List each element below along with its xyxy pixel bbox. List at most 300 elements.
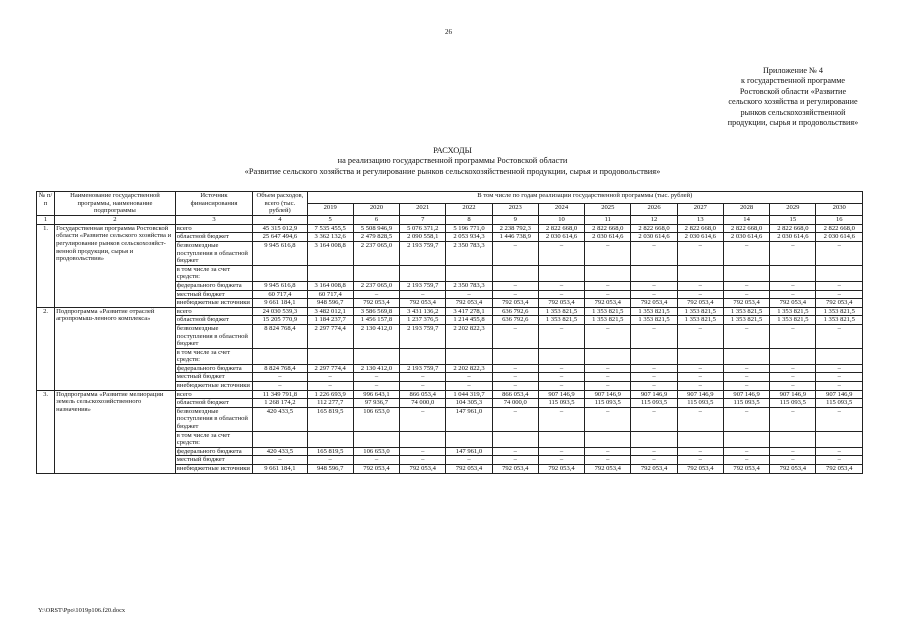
year-value: – [723, 324, 769, 348]
year-value: 2 297 774,4 [307, 364, 353, 373]
year-value: – [492, 241, 538, 265]
year-value: 792 053,4 [446, 299, 492, 308]
year-value: – [770, 456, 816, 465]
year-value: – [307, 373, 353, 382]
year-value: – [492, 324, 538, 348]
year-value: 1 353 821,5 [538, 316, 584, 325]
year-value: 1 353 821,5 [770, 307, 816, 316]
section-number: 3. [37, 390, 55, 473]
year-value: 115 093,5 [816, 399, 863, 408]
year-value [723, 265, 769, 281]
year-value: 636 792,6 [492, 316, 538, 325]
year-value [446, 265, 492, 281]
year-value: – [585, 324, 631, 348]
year-value: 2 822 668,0 [816, 224, 863, 233]
year-value: 792 053,4 [400, 465, 446, 474]
column-number: 11 [585, 215, 631, 224]
total-value: 8 824 768,4 [253, 364, 307, 373]
year-value: 907 146,9 [631, 390, 677, 399]
year-value: – [538, 382, 584, 391]
appendix-line: рынков сельскохозяйственной [740, 107, 846, 117]
page-number: 26 [445, 28, 452, 36]
year-value: – [585, 241, 631, 265]
header-year: 2022 [446, 203, 492, 215]
funding-source: безвозмездные поступления в областной бюджет [175, 324, 252, 348]
year-value: 792 053,4 [677, 299, 723, 308]
year-value: 2 822 668,0 [585, 224, 631, 233]
year-value: – [723, 364, 769, 373]
year-value: 866 053,4 [492, 390, 538, 399]
year-value: 2 350 783,3 [446, 241, 492, 265]
appendix-line: к государственной программе [740, 76, 846, 86]
column-number: 4 [253, 215, 307, 224]
year-value [353, 348, 399, 364]
funding-source: местный бюджет [175, 456, 252, 465]
year-value: 74 000,0 [492, 399, 538, 408]
table-row [37, 224, 863, 233]
year-value: – [631, 290, 677, 299]
year-value [816, 431, 863, 447]
year-value: 106 653,0 [353, 407, 399, 431]
header-num: № п/п [37, 192, 55, 216]
year-value: 1 184 237,7 [307, 316, 353, 325]
year-value: 1 044 319,7 [446, 390, 492, 399]
year-value: – [631, 407, 677, 431]
year-value [353, 431, 399, 447]
total-value: 45 315 012,9 [253, 224, 307, 233]
funding-source: областной бюджет [175, 233, 252, 242]
header-year: 2020 [353, 203, 399, 215]
funding-source: федерального бюджета [175, 447, 252, 456]
year-value: – [538, 447, 584, 456]
total-value: 1 268 174,2 [253, 399, 307, 408]
year-value [492, 431, 538, 447]
year-value [400, 348, 446, 364]
year-value: 792 053,4 [353, 299, 399, 308]
year-value: 7 535 455,5 [307, 224, 353, 233]
year-value: – [631, 447, 677, 456]
year-value [631, 431, 677, 447]
year-value: – [723, 290, 769, 299]
year-value: 97 936,7 [353, 399, 399, 408]
year-value: 5 508 946,9 [353, 224, 399, 233]
year-value: – [538, 281, 584, 290]
header-year: 2028 [723, 203, 769, 215]
year-value [446, 431, 492, 447]
year-value: 948 596,7 [307, 299, 353, 308]
year-value [538, 265, 584, 281]
funding-source: в том числе за счет средств: [175, 265, 252, 281]
column-number: 13 [677, 215, 723, 224]
year-value: – [538, 324, 584, 348]
header-total: Объем расходов, всего (тыс. рублей) [253, 192, 307, 216]
year-value: 2 130 412,0 [353, 324, 399, 348]
year-value: – [353, 290, 399, 299]
year-value: 60 717,4 [307, 290, 353, 299]
expenses-table [36, 191, 863, 474]
year-value: 2 193 759,7 [400, 364, 446, 373]
year-value: 907 146,9 [538, 390, 584, 399]
year-value: 792 053,4 [400, 299, 446, 308]
year-value: 1 456 157,8 [353, 316, 399, 325]
year-value: 907 146,9 [770, 390, 816, 399]
header-source: Источник финансирования [175, 192, 252, 216]
year-value: 792 053,4 [538, 465, 584, 474]
year-value: – [770, 382, 816, 391]
funding-source: федерального бюджета [175, 364, 252, 373]
year-value: – [400, 373, 446, 382]
year-value: – [492, 281, 538, 290]
total-value: 8 824 768,4 [253, 324, 307, 348]
year-value: 115 093,5 [723, 399, 769, 408]
column-number: 12 [631, 215, 677, 224]
year-value: – [677, 373, 723, 382]
column-number: 7 [400, 215, 446, 224]
year-value: 2 030 614,6 [816, 233, 863, 242]
year-value [677, 265, 723, 281]
year-value: 2 030 614,6 [538, 233, 584, 242]
year-value: 1 353 821,5 [816, 316, 863, 325]
year-value: – [585, 456, 631, 465]
year-value: – [492, 373, 538, 382]
total-value: 420 433,5 [253, 447, 307, 456]
year-value: – [492, 407, 538, 431]
year-value [585, 265, 631, 281]
year-value: 2 238 792,3 [492, 224, 538, 233]
year-value: – [538, 241, 584, 265]
header-years-group: В том числе по годам реализации государственной программы (тыс. рублей) [307, 192, 862, 204]
header-year: 2025 [585, 203, 631, 215]
year-value: 74 000,0 [400, 399, 446, 408]
funding-source: областной бюджет [175, 316, 252, 325]
appendix-block [688, 66, 898, 128]
total-value: – [253, 382, 307, 391]
year-value: – [723, 241, 769, 265]
column-number: 15 [770, 215, 816, 224]
year-value: – [677, 281, 723, 290]
year-value: – [631, 241, 677, 265]
year-value: – [677, 290, 723, 299]
funding-source: в том числе за счет средств: [175, 348, 252, 364]
year-value: 112 277,7 [307, 399, 353, 408]
appendix-line: Приложение № 4 [763, 66, 823, 75]
year-value: 2 297 774,4 [307, 324, 353, 348]
year-value: 907 146,9 [585, 390, 631, 399]
year-value: – [353, 456, 399, 465]
year-value: – [723, 456, 769, 465]
total-value: 25 647 494,6 [253, 233, 307, 242]
year-value: 792 053,4 [492, 299, 538, 308]
year-value: 147 961,0 [446, 407, 492, 431]
year-value: 907 146,9 [677, 390, 723, 399]
year-value: 165 819,5 [307, 447, 353, 456]
funding-source: всего [175, 224, 252, 233]
column-number: 3 [175, 215, 252, 224]
total-value: 9 661 184,1 [253, 299, 307, 308]
appendix-line: Ростовской области «Развитие [739, 86, 847, 96]
total-value: 9 945 616,8 [253, 281, 307, 290]
column-number: 9 [492, 215, 538, 224]
year-value: – [770, 324, 816, 348]
year-value: 3 362 132,6 [307, 233, 353, 242]
header-year: 2027 [677, 203, 723, 215]
year-value: 2 822 668,0 [677, 224, 723, 233]
column-number: 14 [723, 215, 769, 224]
year-value [631, 265, 677, 281]
header-year: 2021 [400, 203, 446, 215]
header-name: Наименование государственной программы, наименование подпрограммы [55, 192, 176, 216]
year-value: 792 053,4 [492, 465, 538, 474]
year-value: 2 822 668,0 [723, 224, 769, 233]
year-value: – [400, 382, 446, 391]
year-value: 5 076 371,2 [400, 224, 446, 233]
total-value: 9 945 616,8 [253, 241, 307, 265]
year-value [677, 348, 723, 364]
year-value: – [585, 281, 631, 290]
year-value: – [446, 290, 492, 299]
year-value: 1 353 821,5 [677, 307, 723, 316]
year-value: – [631, 456, 677, 465]
year-value: 1 214 455,8 [446, 316, 492, 325]
year-value: 2 822 668,0 [631, 224, 677, 233]
funding-source: безвозмездные поступления в областной бюджет [175, 407, 252, 431]
year-value: – [816, 407, 863, 431]
year-value: – [585, 407, 631, 431]
year-value: – [492, 447, 538, 456]
year-value: 1 353 821,5 [631, 316, 677, 325]
year-value: 1 446 738,9 [492, 233, 538, 242]
year-value [446, 348, 492, 364]
year-value: – [631, 364, 677, 373]
year-value: 948 596,7 [307, 465, 353, 474]
year-value: 1 353 821,5 [585, 316, 631, 325]
file-path: Y:\ORST\Ppo\1019p106.f20.docx [38, 607, 126, 614]
year-value: – [446, 382, 492, 391]
year-value: – [353, 373, 399, 382]
funding-source: безвозмездные поступления в областной бюджет [175, 241, 252, 265]
section-number: 2. [37, 307, 55, 390]
year-value: – [770, 290, 816, 299]
year-value: 2 053 934,3 [446, 233, 492, 242]
year-value: – [816, 324, 863, 348]
year-value: – [585, 364, 631, 373]
year-value: 1 353 821,5 [816, 307, 863, 316]
year-value: 792 053,4 [677, 465, 723, 474]
appendix-line: продукции, сырья и продовольствия» [727, 118, 859, 128]
year-value: 2 479 828,5 [353, 233, 399, 242]
year-value: 3 482 012,1 [307, 307, 353, 316]
table-row [37, 307, 863, 316]
year-value: 792 053,4 [770, 299, 816, 308]
year-value: – [677, 382, 723, 391]
appendix-line: сельского хозяйства и регулирование [728, 97, 858, 107]
year-value: – [631, 324, 677, 348]
funding-source: внебюджетные источники [175, 382, 252, 391]
column-number: 2 [55, 215, 176, 224]
funding-source: всего [175, 307, 252, 316]
year-value: – [492, 364, 538, 373]
year-value: – [677, 364, 723, 373]
year-value: 2 202 822,3 [446, 364, 492, 373]
year-value [770, 431, 816, 447]
year-value: – [816, 456, 863, 465]
year-value: 1 353 821,5 [631, 307, 677, 316]
year-value: – [400, 456, 446, 465]
year-value [585, 431, 631, 447]
year-value [816, 348, 863, 364]
year-value: 115 093,5 [770, 399, 816, 408]
year-value [677, 431, 723, 447]
year-value: 3 164 008,8 [307, 281, 353, 290]
year-value: – [631, 281, 677, 290]
year-value: – [770, 447, 816, 456]
year-value: – [723, 407, 769, 431]
year-value: – [538, 364, 584, 373]
year-value: 115 093,5 [677, 399, 723, 408]
year-value: 115 093,5 [538, 399, 584, 408]
year-value: 2 237 065,0 [353, 281, 399, 290]
year-value: 2 193 759,7 [400, 281, 446, 290]
year-value: – [538, 373, 584, 382]
year-value: 3 164 008,8 [307, 241, 353, 265]
year-value: – [816, 364, 863, 373]
year-value: – [723, 447, 769, 456]
year-value [307, 431, 353, 447]
column-number: 1 [37, 215, 55, 224]
column-number: 16 [816, 215, 863, 224]
header-year: 2023 [492, 203, 538, 215]
funding-source: местный бюджет [175, 373, 252, 382]
year-value: 792 053,4 [770, 465, 816, 474]
year-value: 2 030 614,6 [631, 233, 677, 242]
year-value: – [538, 456, 584, 465]
year-value [400, 265, 446, 281]
year-value: – [816, 290, 863, 299]
total-value: 60 717,4 [253, 290, 307, 299]
year-value: – [723, 382, 769, 391]
year-value: – [492, 456, 538, 465]
year-value: 1 353 821,5 [723, 316, 769, 325]
year-value [770, 265, 816, 281]
year-value: – [770, 241, 816, 265]
year-value: – [816, 382, 863, 391]
year-value: 1 353 821,5 [770, 316, 816, 325]
funding-source: федерального бюджета [175, 281, 252, 290]
year-value [770, 348, 816, 364]
year-value: – [492, 290, 538, 299]
column-number-row [37, 215, 863, 224]
header-year: 2026 [631, 203, 677, 215]
year-value: 1 353 821,5 [585, 307, 631, 316]
year-value: – [816, 281, 863, 290]
funding-source: всего [175, 390, 252, 399]
year-value: – [585, 373, 631, 382]
year-value [307, 265, 353, 281]
year-value: 792 053,4 [585, 299, 631, 308]
year-value: 2 193 759,7 [400, 324, 446, 348]
year-value: – [816, 241, 863, 265]
year-value: 2 030 614,6 [585, 233, 631, 242]
year-value: – [631, 373, 677, 382]
year-value: 636 792,6 [492, 307, 538, 316]
year-value [353, 265, 399, 281]
header-year: 2029 [770, 203, 816, 215]
year-value [538, 431, 584, 447]
year-value: – [677, 407, 723, 431]
year-value: 792 053,4 [816, 299, 863, 308]
year-value: 1 226 693,9 [307, 390, 353, 399]
year-value: 792 053,4 [723, 465, 769, 474]
document-subtitle: на реализацию государственной программы Ростовской области [337, 156, 568, 165]
year-value [585, 348, 631, 364]
year-value: 1 353 821,5 [538, 307, 584, 316]
year-value [538, 348, 584, 364]
year-value [400, 431, 446, 447]
year-value: 1 237 376,5 [400, 316, 446, 325]
program-name: «Развитие сельского хозяйства и регулирование рынков сельскохозяйственной продукции, сырья и продовольствия» [244, 167, 661, 176]
column-number: 5 [307, 215, 353, 224]
year-value: – [585, 290, 631, 299]
year-value: 2 193 759,7 [400, 241, 446, 265]
year-value: – [492, 382, 538, 391]
year-value: 792 053,4 [631, 465, 677, 474]
year-value: 2 350 783,3 [446, 281, 492, 290]
year-value: 147 961,0 [446, 447, 492, 456]
year-value: 2 090 558,1 [400, 233, 446, 242]
total-value: 420 433,5 [253, 407, 307, 431]
year-value: – [585, 382, 631, 391]
year-value: 792 053,4 [446, 465, 492, 474]
funding-source: областной бюджет [175, 399, 252, 408]
year-value: 115 093,5 [585, 399, 631, 408]
year-value: – [770, 407, 816, 431]
header-year: 2024 [538, 203, 584, 215]
year-value: – [816, 373, 863, 382]
year-value [631, 348, 677, 364]
year-value: – [307, 382, 353, 391]
year-value: 2 822 668,0 [770, 224, 816, 233]
year-value: 1 353 821,5 [723, 307, 769, 316]
year-value [492, 348, 538, 364]
year-value: – [400, 290, 446, 299]
year-value: – [816, 447, 863, 456]
header-year: 2030 [816, 203, 863, 215]
year-value: 792 053,4 [585, 465, 631, 474]
year-value: – [770, 281, 816, 290]
header-year: 2019 [307, 203, 353, 215]
year-value: 792 053,4 [538, 299, 584, 308]
year-value: 5 196 771,0 [446, 224, 492, 233]
year-value: 792 053,4 [631, 299, 677, 308]
year-value: 3 586 569,8 [353, 307, 399, 316]
year-value: – [770, 364, 816, 373]
year-value: 2 130 412,0 [353, 364, 399, 373]
total-value: – [253, 456, 307, 465]
total-value: 9 661 184,1 [253, 465, 307, 474]
year-value: 866 053,4 [400, 390, 446, 399]
year-value: 792 053,4 [723, 299, 769, 308]
year-value: 907 146,9 [816, 390, 863, 399]
funding-source: местный бюджет [175, 290, 252, 299]
column-number: 6 [353, 215, 399, 224]
year-value [492, 265, 538, 281]
total-value [253, 348, 307, 364]
year-value: 106 653,0 [353, 447, 399, 456]
year-value: 3 431 136,2 [400, 307, 446, 316]
year-value: – [723, 281, 769, 290]
funding-source: внебюджетные источники [175, 465, 252, 474]
total-value: – [253, 373, 307, 382]
